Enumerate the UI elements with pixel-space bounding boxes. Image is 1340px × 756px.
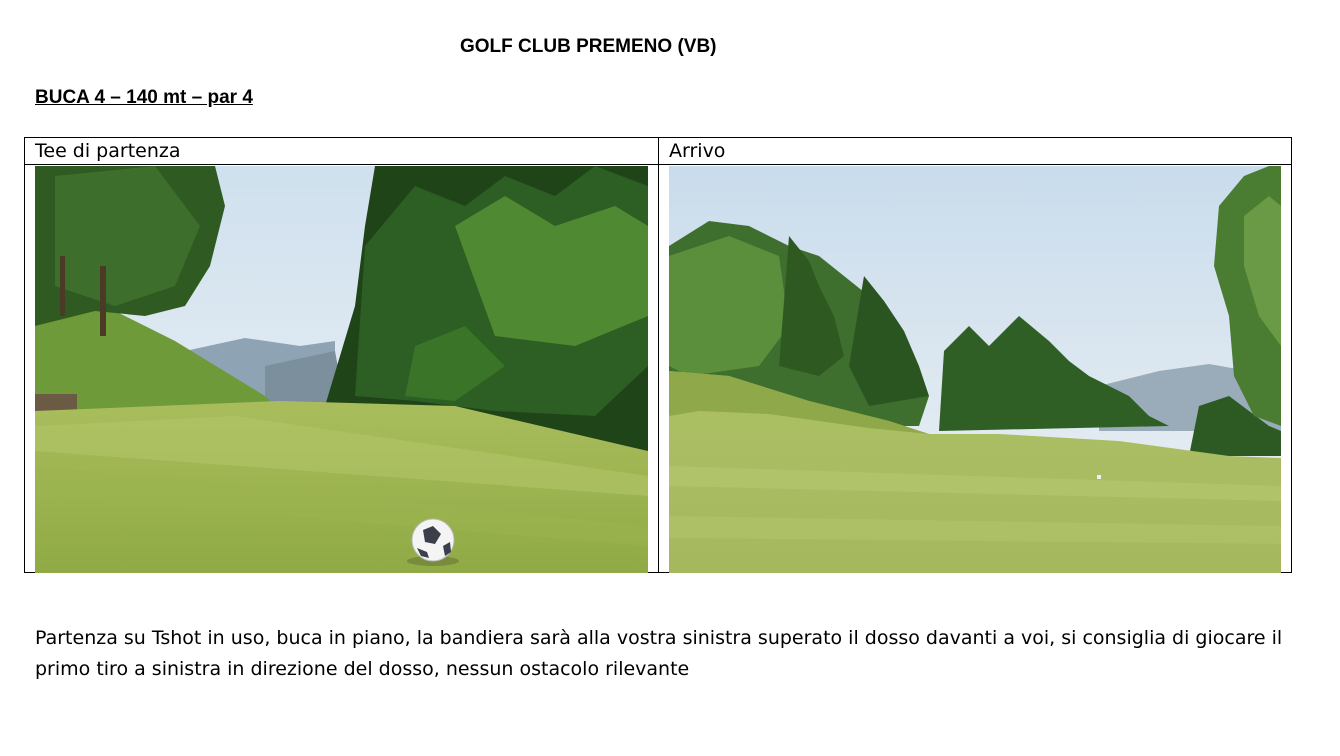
tee-photo	[35, 166, 648, 573]
arrival-photo-image	[669, 166, 1281, 573]
arrival-cell	[659, 138, 1291, 572]
club-title: GOLF CLUB PREMENO (VB)	[460, 36, 717, 57]
hole-heading: BUCA 4 – 140 mt – par 4	[35, 87, 253, 108]
tee-header: Tee di partenza	[25, 138, 658, 165]
arrival-photo	[669, 166, 1281, 573]
hole-description: Partenza su Tshot in uso, buca in piano, la bandiera sarà alla vostra sinistra superato il dosso davanti a voi, si consiglia di giocare il primo tiro a sinistra in direzione del dosso, nessun ostacolo rilevante	[35, 627, 1283, 680]
tee-photo-image	[35, 166, 648, 573]
photo-table	[24, 137, 1292, 573]
arrival-header: Arrivo	[659, 138, 1291, 165]
tee-cell	[25, 138, 659, 572]
